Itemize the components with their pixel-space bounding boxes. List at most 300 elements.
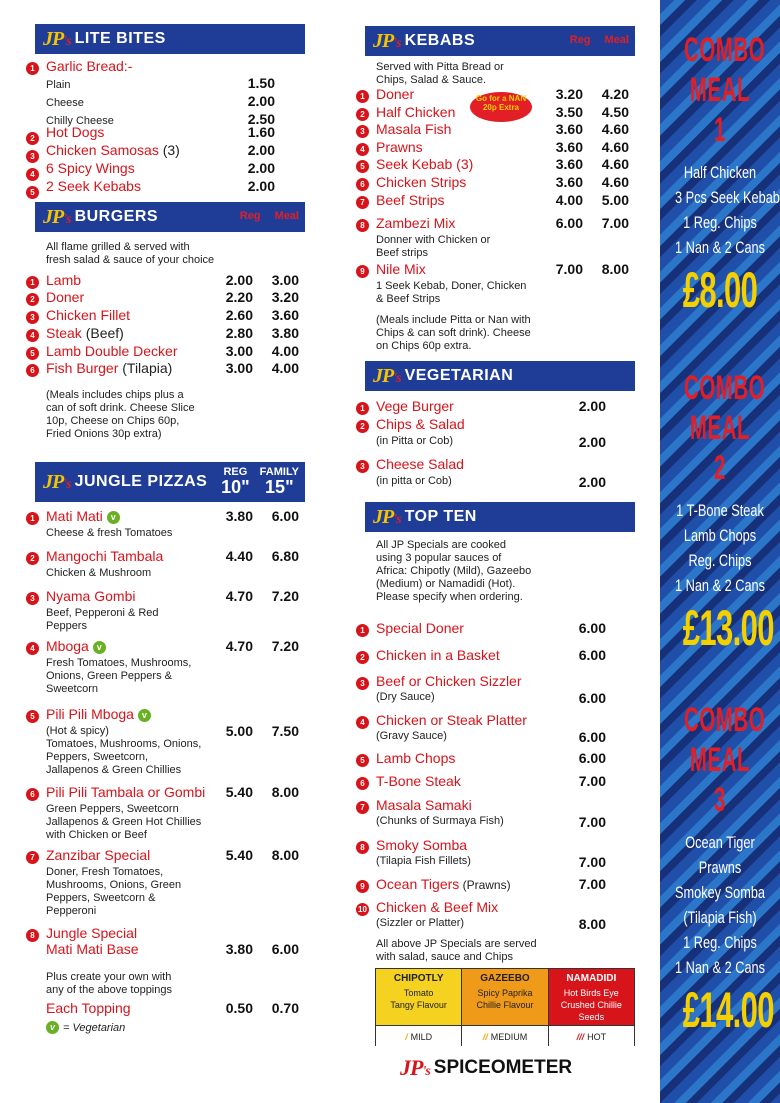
item-number-badge: 1: [356, 90, 369, 103]
meal-price: 4.20: [601, 86, 629, 102]
item-description: Peppers, Sweetcorn &: [46, 892, 156, 904]
combo-title: MEAL 2: [689, 409, 751, 487]
item-name: Nyama Gombi: [46, 588, 136, 604]
item-name: Lamb: [46, 272, 82, 288]
item-number-badge: 8: [26, 929, 39, 942]
item-name: Lamb Chops: [376, 750, 456, 766]
heat-label: HOT: [587, 1032, 607, 1042]
spice-level-info: [462, 969, 547, 1025]
meal-price: 4.00: [271, 343, 299, 359]
vegetarian-header: [365, 361, 635, 391]
reg-price: 3.60: [555, 156, 583, 172]
item-name: Chicken Fillet: [46, 307, 131, 323]
combo-item: 1 Reg. Chips: [683, 213, 757, 232]
item-name: Cheese Salad: [376, 456, 464, 472]
chili-icon: ///: [576, 1032, 585, 1042]
price-column-headers: [240, 210, 299, 222]
item-description: Jallapenos & Green Hot Chillies: [46, 816, 202, 828]
reg-price: 3.60: [555, 174, 583, 190]
item-number-badge: 7: [356, 801, 369, 814]
reg-price: 4.70: [225, 638, 253, 654]
item-price: 7.00: [578, 814, 606, 830]
reg-price: 3.20: [555, 86, 583, 102]
item-number-badge: 1: [356, 624, 369, 637]
item-description: Beef strips: [376, 247, 428, 259]
lite-bites-header: [35, 24, 305, 54]
meal-column-header: Meal: [604, 34, 629, 46]
meal-price: 3.80: [271, 325, 299, 341]
meal-price: 5.00: [601, 192, 629, 208]
item-name: 6 Spicy Wings: [46, 160, 135, 176]
meal-price: 4.60: [601, 139, 629, 155]
item-name-extra: (Prawns): [459, 878, 511, 892]
item-price: 2.00: [578, 398, 606, 414]
meal-price: 4.00: [271, 360, 299, 376]
item-name: Pili Pili Tambala or Gombi: [46, 784, 206, 800]
spice-level-info: [376, 969, 461, 1025]
meal-price: 3.60: [271, 307, 299, 323]
item-number-badge: 1: [356, 402, 369, 415]
heat-label-row: [549, 1025, 634, 1047]
reg-price: 3.60: [555, 121, 583, 137]
reg-price: 5.40: [225, 784, 253, 800]
combo-meal-2: [660, 368, 780, 658]
heat-label: MEDIUM: [490, 1032, 528, 1042]
combo-item: Prawns: [698, 858, 742, 877]
item-name: Chicken & Beef Mix: [376, 899, 499, 915]
item-name: Hot Dogs: [46, 124, 105, 140]
item-price: 1.50: [247, 75, 275, 91]
meal-price: 7.00: [601, 215, 629, 231]
meal-note: (Meals includes chips plus a: [46, 389, 184, 401]
reg-price: 3.50: [555, 104, 583, 120]
item-number-badge: 6: [356, 178, 369, 191]
family-price: 6.00: [271, 941, 299, 957]
combo-banner: [660, 0, 780, 1103]
jp-logo: [373, 365, 401, 388]
vegetarian-icon: v: [46, 1021, 59, 1034]
combo-title: COMBO: [684, 701, 766, 739]
item-number-badge: 1: [26, 276, 39, 289]
reg-column-header: Reg: [239, 210, 261, 222]
family-price: 8.00: [271, 847, 299, 863]
item-price: 7.00: [578, 854, 606, 870]
item-name: Chicken or Steak Platter: [376, 712, 527, 728]
section-title: TOP TEN: [404, 508, 477, 525]
item-name: Lamb Double Decker: [46, 343, 178, 359]
top-ten-header: [365, 502, 635, 532]
jp-logo: [400, 1055, 430, 1081]
item-price: 7.00: [578, 773, 606, 789]
section-description: All JP Specials are cooked: [376, 539, 507, 551]
item-name: Nile Mix: [376, 261, 426, 277]
item-name: Special Doner: [376, 620, 464, 636]
jp-logo: [373, 506, 401, 529]
combo-item: (Tilapia Fish): [683, 908, 757, 927]
reg-price: 3.00: [225, 343, 253, 359]
reg-price: 3.80: [225, 508, 253, 524]
item-name-extra: (Beef): [81, 325, 124, 341]
combo-price: £14.00: [682, 982, 774, 1038]
sub-item-name: Plain: [46, 79, 71, 91]
burgers-header: [35, 202, 305, 232]
combo-item: Half Chicken: [683, 163, 757, 182]
item-description: (Chunks of Surmaya Fish): [376, 815, 504, 827]
meal-price: 4.60: [601, 174, 629, 190]
item-name: [46, 638, 106, 654]
item-name: Chicken in a Basket: [376, 647, 500, 663]
sub-item-name: Chilly Cheese: [46, 115, 114, 127]
item-description: (in pitta or Cob): [376, 475, 452, 487]
item-name: Masala Samaki: [376, 797, 472, 813]
item-name-text: Mboga: [46, 638, 89, 654]
logo-suffix: 's: [63, 476, 71, 492]
reg-price: 6.00: [555, 215, 583, 231]
reg-size: 10": [221, 477, 250, 497]
item-price: 6.00: [578, 620, 606, 636]
reg-price: 3.60: [555, 139, 583, 155]
combo-title: COMBO: [684, 31, 766, 69]
item-number-badge: 2: [26, 293, 39, 306]
sauce-name: NAMADIDI: [566, 973, 617, 984]
logo-suffix: 's: [393, 35, 401, 51]
meal-note: can of soft drink. Cheese Slice: [46, 402, 195, 414]
item-number-badge: 1: [26, 512, 39, 525]
family-price: 7.20: [271, 588, 299, 604]
item-name: Doner: [376, 86, 415, 102]
item-name: [46, 325, 124, 341]
item-price: 7.00: [578, 876, 606, 892]
section-description: Please specify when ordering.: [376, 591, 523, 603]
item-description: Onions, Green Peppers &: [46, 670, 172, 682]
item-price: 2.00: [578, 474, 606, 490]
section-title: KEBABS: [404, 32, 476, 49]
item-number-badge: 5: [26, 186, 39, 199]
item-description: (Hot & spicy): [46, 725, 109, 737]
item-description: Fresh Tomatoes, Mushrooms,: [46, 657, 192, 669]
meal-note: 10p, Cheese on Chips 60p,: [46, 415, 180, 427]
item-description: 1 Seek Kebab, Doner, Chicken: [376, 280, 527, 292]
item-name: Chips & Salad: [376, 416, 465, 432]
price-column-headers: [570, 34, 629, 46]
item-name: Masala Fish: [376, 121, 452, 137]
family-label: FAMILY: [259, 466, 299, 478]
item-name-line2: Mati Mati Base: [46, 941, 139, 957]
section-title: LITE BITES: [74, 30, 166, 47]
spiceometer-table: [375, 968, 635, 1046]
item-number-badge: 9: [356, 880, 369, 893]
item-price: 6.00: [578, 690, 606, 706]
sauce-description: Crushed Chillie Seeds: [560, 1000, 622, 1022]
item-number-badge: 3: [356, 125, 369, 138]
vegetarian-key: [46, 1021, 125, 1034]
combo-price: £13.00: [682, 600, 774, 656]
logo-text: JP: [373, 29, 394, 52]
item-description: Pepperoni: [46, 905, 97, 917]
item-price: 1.60: [247, 124, 275, 140]
section-description: fresh salad & sauce of your choice: [46, 254, 215, 266]
item-description: (Dry Sauce): [376, 691, 435, 703]
item-number-badge: 2: [26, 552, 39, 565]
item-name: Garlic Bread:-: [46, 58, 133, 74]
section-description: Africa: Chipotly (Mild), Gazeebo: [376, 565, 532, 577]
item-number-badge: 5: [26, 710, 39, 723]
logo-text: JP: [43, 27, 64, 50]
reg-price: 4.40: [225, 548, 253, 564]
item-number-badge: 6: [356, 777, 369, 790]
combo-title: COMBO: [684, 369, 766, 407]
item-name: [376, 876, 511, 892]
item-price: 6.00: [578, 729, 606, 745]
jp-logo: [43, 28, 71, 51]
kebabs-header: [365, 26, 635, 56]
heat-label-row: [376, 1025, 461, 1047]
item-description: (Tilapia Fish Fillets): [376, 855, 471, 867]
combo-meal-3: [660, 700, 780, 1040]
chili-icon: //: [482, 1032, 488, 1042]
jungle-pizzas-header: [35, 462, 305, 502]
sub-item-name: Cheese: [46, 97, 84, 109]
vegetarian-key-label: = Vegetarian: [63, 1022, 126, 1034]
item-number-badge: 2: [356, 651, 369, 664]
item-name: Beef Strips: [376, 192, 445, 208]
item-description: Peppers: [46, 620, 87, 632]
section-title: VEGETARIAN: [404, 367, 514, 384]
section-description: Served with Pitta Bread or: [376, 61, 504, 73]
item-description: (in Pitta or Cob): [376, 435, 454, 447]
combo-item: Lamb Chops: [683, 526, 757, 545]
combo-item: 1 T-Bone Steak: [676, 501, 764, 520]
section-description: using 3 popular sauces of: [376, 552, 502, 564]
item-number-badge: 4: [26, 168, 39, 181]
logo-text: JP: [400, 1055, 423, 1080]
combo-item: Reg. Chips: [688, 551, 752, 570]
item-description: with Chicken or Beef: [46, 829, 147, 841]
combo-spacer: [660, 488, 780, 498]
heat-label-row: [462, 1025, 547, 1047]
reg-price: 4.00: [555, 192, 583, 208]
logo-text: JP: [373, 364, 394, 387]
spice-level-medium: [462, 969, 548, 1045]
create-your-own-note: Plus create your own with: [46, 971, 172, 983]
item-name: Vege Burger: [376, 398, 454, 414]
combo-item: Smokey Somba: [675, 883, 765, 902]
item-price: 6.00: [578, 647, 606, 663]
sauce-description: Chillie Flavour: [476, 1000, 534, 1010]
item-name: Seek Kebab (3): [376, 156, 474, 172]
jp-logo: [43, 471, 71, 494]
logo-text: JP: [43, 470, 64, 493]
combo-item: 1 Nan & 2 Cans: [675, 576, 766, 595]
item-number-badge: 5: [356, 754, 369, 767]
item-name-text: Mati Mati: [46, 508, 103, 524]
item-number-badge: 2: [356, 108, 369, 121]
item-price: 2.00: [247, 93, 275, 109]
item-price: 2.50: [247, 111, 275, 127]
reg-price: 5.40: [225, 847, 253, 863]
item-description: Tomatoes, Mushrooms, Onions,: [46, 738, 202, 750]
item-number-badge: 10: [356, 903, 369, 916]
reg-price: 3.00: [225, 360, 253, 376]
item-price: 6.00: [578, 750, 606, 766]
spiceometer-title: SPICEOMETER: [433, 1057, 573, 1078]
item-number-badge: 4: [356, 143, 369, 156]
reg-price: 4.70: [225, 588, 253, 604]
jp-logo: [43, 206, 71, 229]
item-name: [46, 508, 120, 524]
item-name-text: Pili Pili Mboga: [46, 706, 134, 722]
spice-level-hot: [549, 969, 634, 1045]
item-description: Chicken & Mushroom: [46, 567, 152, 579]
family-size: 15": [265, 477, 294, 497]
vegetarian-icon: v: [107, 511, 120, 524]
family-price: 7.20: [271, 638, 299, 654]
combo-item: 1 Nan & 2 Cans: [675, 958, 766, 977]
item-price: 2.00: [247, 178, 275, 194]
item-number-badge: 9: [356, 265, 369, 278]
item-name: Beef or Chicken Sizzler: [376, 673, 522, 689]
item-description: Sweetcorn: [46, 683, 98, 695]
item-name-extra: (Tilapia): [118, 360, 173, 376]
item-name-extra: (3): [158, 142, 180, 158]
meal-column-header: Meal: [274, 210, 299, 222]
sauce-name: GAZEEBO: [480, 973, 530, 984]
item-name-text: Ocean Tigers: [376, 876, 460, 892]
item-number-badge: 5: [26, 347, 39, 360]
sauce-description: Tomato: [403, 988, 434, 998]
reg-label: REG: [223, 466, 248, 478]
chili-icon: /: [405, 1032, 408, 1042]
item-number-badge: 3: [356, 677, 369, 690]
served-note: with salad, sauce and Chips: [376, 951, 513, 963]
item-name: Prawns: [376, 139, 423, 155]
section-description: (Medium) or Namadidi (Hot).: [376, 578, 516, 590]
item-name-text: Chicken Samosas: [46, 142, 159, 158]
item-number-badge: 3: [26, 311, 39, 324]
logo-suffix: 's: [63, 33, 71, 49]
topping-family-price: 0.70: [271, 1000, 299, 1016]
combo-item: 3 Pcs Seek Kebab: [675, 188, 780, 207]
item-name: Zambezi Mix: [376, 215, 456, 231]
family-price: 7.50: [271, 723, 299, 739]
item-number-badge: 4: [26, 642, 39, 655]
item-number-badge: 2: [26, 132, 39, 145]
nan-extra-badge: Go for a NAN 20p Extra: [470, 92, 532, 122]
item-number-badge: 2: [356, 420, 369, 433]
section-description: Chips, Salad & Sauce.: [376, 74, 487, 86]
logo-text: JP: [43, 205, 64, 228]
spice-level-mild: [376, 969, 462, 1045]
logo-text: JP: [373, 505, 394, 528]
sauce-description: Spicy Paprika: [477, 988, 533, 998]
spice-level-info: [549, 969, 634, 1025]
each-topping-name: Each Topping: [46, 1000, 131, 1016]
item-number-badge: 3: [356, 460, 369, 473]
item-number-badge: 8: [356, 219, 369, 232]
sauce-description: Tangy Flavour: [390, 1000, 447, 1010]
family-size-header: [260, 466, 299, 496]
section-description: All flame grilled & served with: [46, 241, 190, 253]
item-price: 2.00: [247, 160, 275, 176]
combo-item: 1 Reg. Chips: [683, 933, 757, 952]
item-price: 8.00: [578, 916, 606, 932]
item-name-text: Fish Burger: [46, 360, 119, 376]
item-name: Jungle Special: [46, 925, 138, 941]
item-price: 2.00: [247, 142, 275, 158]
item-number-badge: 3: [26, 150, 39, 163]
item-name: T-Bone Steak: [376, 773, 461, 789]
combo-spacer: [660, 820, 780, 830]
meal-price: 4.60: [601, 156, 629, 172]
meal-price: 3.20: [271, 289, 299, 305]
meal-note: (Meals include Pitta or Nan with: [376, 314, 531, 326]
combo-title: MEAL 3: [689, 741, 751, 819]
vegetarian-icon: v: [93, 641, 106, 654]
item-price: 2.00: [578, 434, 606, 450]
item-description: Peppers, Sweetcorn,: [46, 751, 149, 763]
combo-item: Ocean Tiger: [685, 833, 755, 852]
heat-label: MILD: [410, 1032, 433, 1042]
item-number-badge: 1: [26, 62, 39, 75]
create-your-own-note: any of the above toppings: [46, 984, 172, 996]
item-description: Cheese & fresh Tomatoes: [46, 527, 173, 539]
reg-price: 7.00: [555, 261, 583, 277]
jp-logo: [373, 30, 401, 53]
item-name: Chicken Strips: [376, 174, 467, 190]
item-name: Half Chicken: [376, 104, 456, 120]
sauce-description: Hot Birds Eye: [563, 988, 619, 998]
item-name: Doner: [46, 289, 85, 305]
family-price: 6.80: [271, 548, 299, 564]
reg-price: 5.00: [225, 723, 253, 739]
item-name: Mangochi Tambala: [46, 548, 164, 564]
section-title: JUNGLE PIZZAS: [74, 473, 208, 490]
item-description: Green Peppers, Sweetcorn: [46, 803, 179, 815]
reg-column-header: Reg: [569, 34, 591, 46]
size-column-headers: [221, 466, 299, 496]
served-note: All above JP Specials are served: [376, 938, 537, 950]
reg-price: 2.00: [225, 272, 253, 288]
combo-item: 1 Nan & 2 Cans: [675, 238, 766, 257]
item-description: Donner with Chicken or: [376, 234, 491, 246]
meal-note: Fried Onions 30p extra): [46, 428, 162, 440]
section-title: BURGERS: [74, 208, 159, 225]
item-name-text: Steak: [46, 325, 82, 341]
item-number-badge: 6: [26, 788, 39, 801]
item-number-badge: 4: [26, 329, 39, 342]
reg-price: 2.20: [225, 289, 253, 305]
item-name: [46, 706, 151, 722]
reg-size-header: [221, 466, 250, 496]
item-number-badge: 7: [26, 851, 39, 864]
item-description: Beef, Pepperoni & Red: [46, 607, 159, 619]
item-name: 2 Seek Kebabs: [46, 178, 141, 194]
meal-note: Chips & can soft drink). Cheese: [376, 327, 531, 339]
item-name: Zanzibar Special: [46, 847, 151, 863]
meal-price: 3.00: [271, 272, 299, 288]
topping-reg-price: 0.50: [225, 1000, 253, 1016]
logo-suffix: 's: [422, 1064, 430, 1079]
item-number-badge: 5: [356, 160, 369, 173]
item-number-badge: 7: [356, 196, 369, 209]
item-description: (Sizzler or Platter): [376, 917, 465, 929]
reg-price: 2.60: [225, 307, 253, 323]
item-description: & Beef Strips: [376, 293, 441, 305]
item-description: Jallapenos & Green Chillies: [46, 764, 182, 776]
item-name: [46, 142, 180, 158]
item-name: Smoky Somba: [376, 837, 468, 853]
family-price: 8.00: [271, 784, 299, 800]
